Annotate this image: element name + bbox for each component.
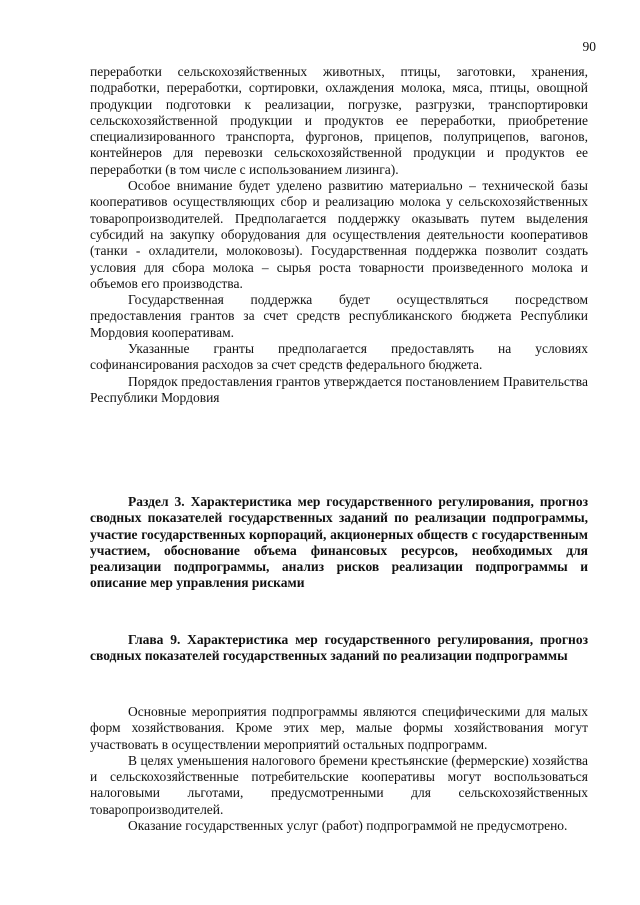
section-heading-block xyxy=(90,494,588,592)
paragraph: Указанные гранты предполагается предоставлять на условиях софинансирования расходов за счет средств федерального бюджета. xyxy=(90,341,588,373)
page-number: 90 xyxy=(582,39,596,54)
paragraph: Оказание государственных услуг (работ) подпрограммой не предусмотрено. xyxy=(128,818,568,834)
paragraph: Государственная поддержка будет осуществляться посредством предоставления грантов за счет средств республиканского бюджета Республики Мордовия кооперативам. xyxy=(90,292,588,340)
paragraph: переработки сельскохозяйственных животных, птицы, заготовки, хранения, подработки, переработки, сортировки, охлаждения молока, мяса, птицы, овощной продукции подготовки к реализации, погрузке, разгрузки, транспортировки сельскохозяйственной продукции и продуктов ее переработки, приобретение специализированного транспорта, фургонов, прицепов, полуприцепов, вагонов, контейнеров для перевозки сельскохозяйственной продукции и продуктов ее переработки (в том числе с использованием лизинга). xyxy=(90,64,588,177)
paragraph: В целях уменьшения налогового бремени крестьянские (фермерские) хозяйства и сельскохозяйственные потребительские кооперативы могут воспользоваться налоговыми льготами, предусмотренными для сельскохозяйственных товаропроизводителей. xyxy=(90,752,588,817)
chapter-heading: Глава 9. Характеристика мер государственного регулирования, прогноз сводных показателей государственных заданий по реализации подпрограммы xyxy=(90,632,588,664)
chapter-text xyxy=(90,704,588,834)
intro-text xyxy=(90,64,588,406)
section-heading: Раздел 3. Характеристика мер государственного регулирования, прогноз сводных показателей государственных заданий по реализации подпрограммы, участие государственных корпораций, акционерных обществ с государственным участием, обоснование объема финансовых ресурсов, необходимых для реализации подпрограммы, анализ рисков реализации подпрограммы и описание мер управления рисками xyxy=(90,494,588,591)
paragraph: Особое внимание будет уделено развитию материально – технической базы кооперативов осуществляющих сбор и реализацию молока у сельскохозяйственных товаропроизводителей. Предполагается поддержку оказывать путем выделения субсидий на закупку оборудования для осуществления деятельности кооперативов (танки - охладители, молоковозы). Государственная поддержка позволит создать условия для сбора молока – сырья роста товарности произведенного молока и объемов его производства. xyxy=(90,178,588,291)
paragraph: Порядок предоставления грантов утверждается постановлением Правительства Республики Мордовия xyxy=(90,373,588,405)
paragraph: Основные мероприятия подпрограммы являются специфическими для малых форм хозяйствования. Кроме этих мер, малые формы хозяйствования могут участвовать в осуществлении мероприятий остальных подпрограмм. xyxy=(90,704,588,752)
chapter-heading-block xyxy=(90,632,588,665)
